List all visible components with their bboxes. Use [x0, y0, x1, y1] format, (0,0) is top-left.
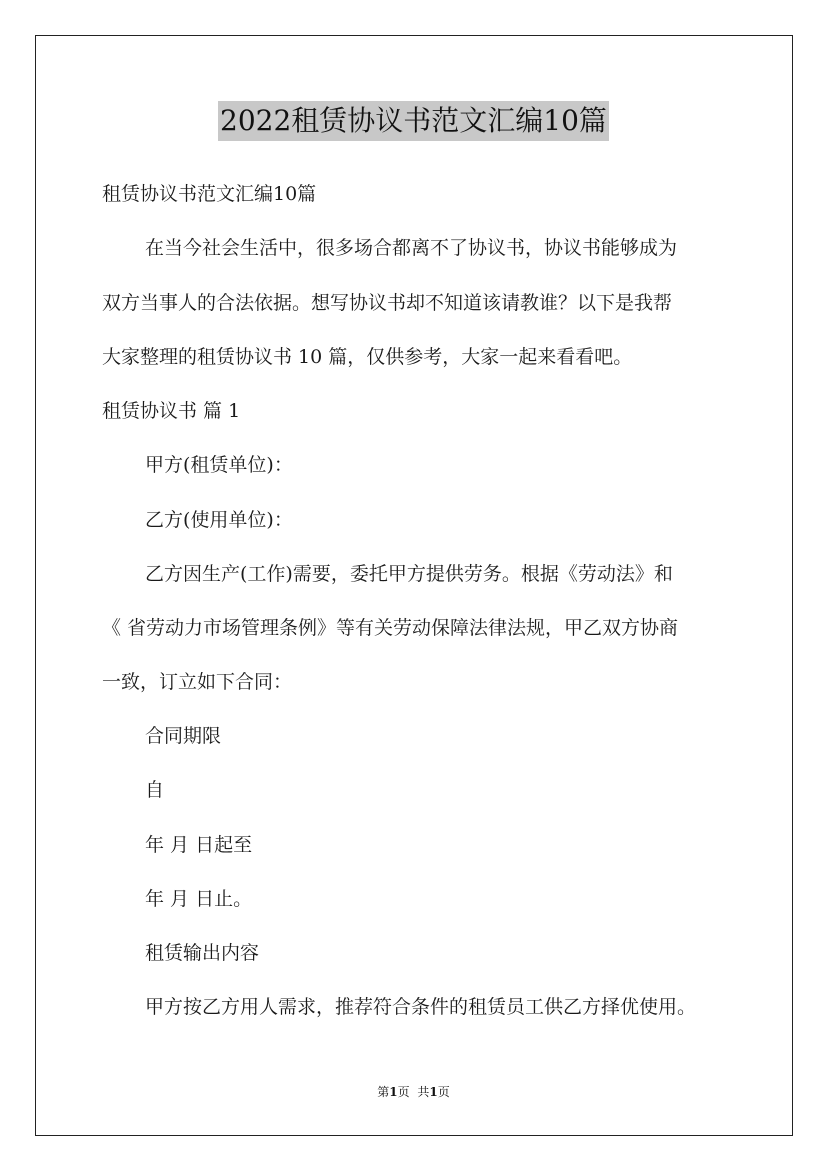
total-suffix: 页	[437, 1085, 450, 1099]
body-line: 租赁输出内容	[145, 942, 260, 964]
body-line: 合同期限	[145, 725, 222, 747]
page-footer	[0, 1083, 827, 1101]
body-line: 自	[145, 779, 165, 801]
body-line: 年 月 日起至	[145, 834, 253, 856]
body-line: 在当今社会生活中，很多场合都离不了协议书，协议书能够成为	[145, 237, 678, 259]
body-line: 双方当事人的合法依据。想写协议书却不知道该请教谁？以下是我帮	[102, 292, 673, 314]
total-prefix: 共	[417, 1085, 430, 1099]
body-line: 乙方因生产(工作)需要，委托甲方提供劳务。根据《劳动法》和	[145, 563, 673, 585]
body-line: 一致，订立如下合同：	[102, 671, 293, 693]
page-suffix: 页	[397, 1085, 410, 1099]
section-heading: 租赁协议书 篇 1	[102, 400, 241, 422]
subtitle-line: 租赁协议书范文汇编10篇	[102, 183, 317, 205]
page-number: 1	[389, 1085, 398, 1099]
page-prefix: 第	[377, 1085, 390, 1099]
total-pages: 1	[429, 1085, 438, 1099]
body-line: 甲方(租赁单位)：	[145, 454, 293, 476]
body-line: 乙方(使用单位)：	[145, 509, 293, 531]
body-line: 《 省劳动力市场管理条例》等有关劳动保障法律法规，甲乙双方协商	[102, 617, 679, 639]
body-line: 甲方按乙方用人需求，推荐符合条件的租赁员工供乙方择优使用。	[145, 996, 697, 1018]
title-container	[0, 101, 827, 141]
body-line: 年 月 日止。	[145, 888, 253, 910]
document-title: 2022租赁协议书范文汇编10篇	[218, 101, 609, 141]
body-line: 大家整理的租赁协议书 10 篇，仅供参考，大家一起来看看吧。	[102, 346, 633, 368]
